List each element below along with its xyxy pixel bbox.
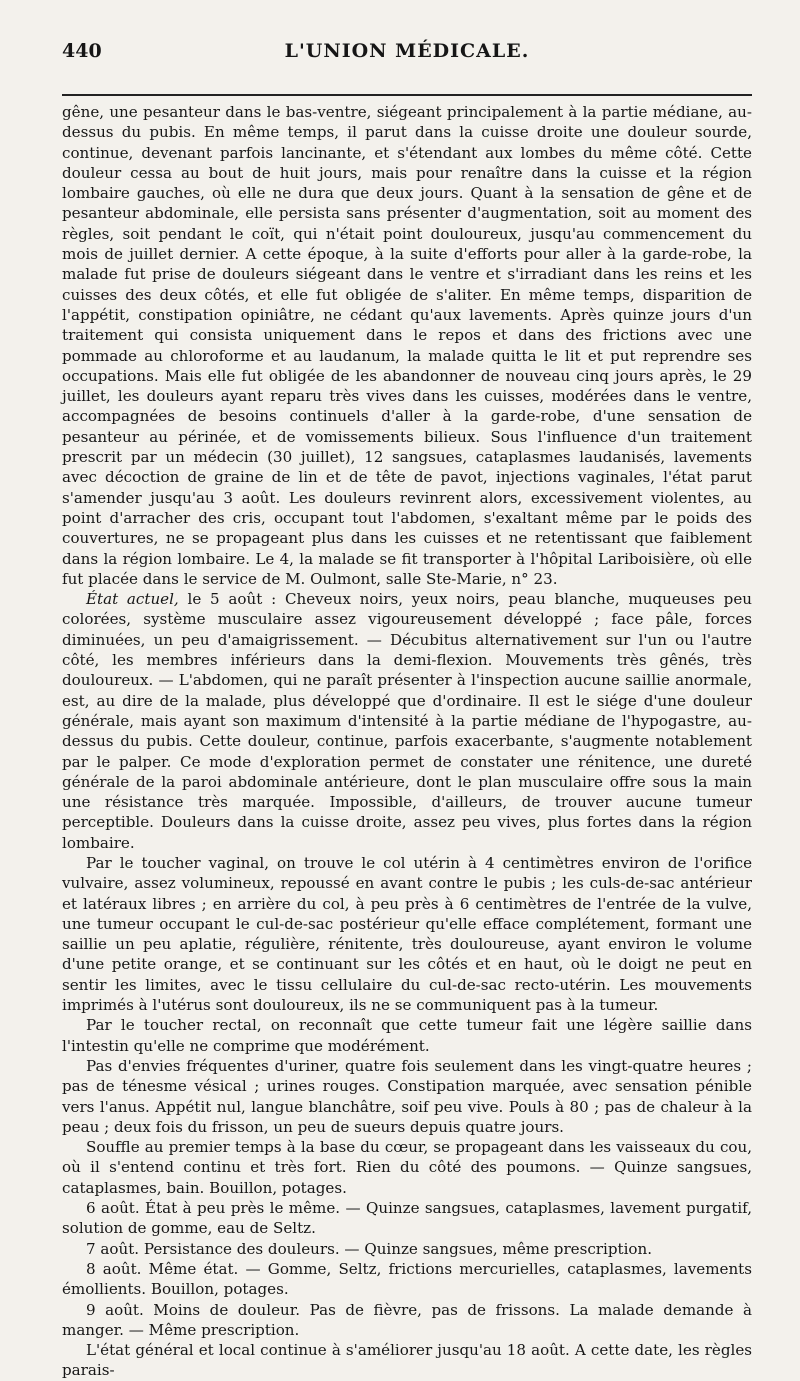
paragraph-toucher-vaginal: Par le toucher vaginal, on trouve le col utérin à 4 centimètres environ de l'orifice vulvaire, assez volumineux, repoussé en avant contre le pubis ; les culs-de-sac antérieur et latéraux libres ; en arrière du col, à peu près à 6 centimètres de l'entrée de la vulve, une tumeur occupant le cul-de-sac postérieur qu'elle efface complétement, formant une saillie un peu aplatie, régulière, rénitente, très douloureuse, ayant environ le volume d'une petite orange, et se continuant sur les côtés et en haut, où le doigt ne peut en sentir les limites, avec le tissu cellulaire du cul-de-sac recto-utérin. Les mouvements imprimés à l'utérus sont douloureux, ils ne se communiquent pas à la tumeur. bbox=[62, 853, 752, 1015]
paragraph-souffle: Souffle au premier temps à la base du cœur, se propageant dans les vaisseaux du cou, où il s'entend continu et très fort. Rien du côté des poumons. — Quinze sangsues, cataplasmes, bain. Bouillon, potages. bbox=[62, 1138, 752, 1197]
paragraph-history: gêne, une pesanteur dans le bas-ventre, siégeant principalement à la partie médiane, au-dessus du pubis. En même temps, il parut dans la cuisse droite une douleur sourde, continue, devenant parfois lancinante, et s'étendant aux lombes du même côté. Cette douleur cessa au bout de huit jours, mais pour renaître dans la cuisse et la région lombaire gauches, où elle ne dura que deux jours. Quant à la sensation de gêne et de pesanteur abdominale, elle persista sans présenter d'augmentation, soit au moment des règles, soit pendant le coït, qui n'était point douloureux, jusqu'au commencement du mois de juillet dernier. A cette époque, à la suite d'efforts pour aller à la garde-robe, la malade fut prise de douleurs siégeant dans le ventre et s'irradiant dans les reins et les cuisses des deux côtés, et elle fut obligée de s'aliter. En même temps, disparition de l'appétit, constipation opiniâtre, ne cédant qu'aux lavements. Après quinze jours d'un traitement qui consista uniquement dans le repos et dans des frictions avec une pommade au chloroforme et au laudanum, la malade quitta le lit et put reprendre ses occupations. Mais elle fut obligée de les abandonner de nouveau cinq jours après, le 29 juillet, les douleurs ayant reparu très vives dans les cuisses, modérées dans le ventre, accompagnées de besoins continuels d'aller à la garde-robe, d'une sensation de pesanteur au périnée, et de vomissements bilieux. Sous l'influence d'un traitement prescrit par un médecin (30 juillet), 12 sangsues, cataplasmes laudanisés, lavements avec décoction de graine de lin et de tête de pavot, injections vaginales, l'état parut s'amender jusqu'au 3 août. Les douleurs revinrent alors, excessivement violentes, au point d'arracher des cris, occupant tout l'abdomen, s'exaltant même par le poids des couvertures, ne se propageant plus dans les cuisses et ne retentissant que faiblement dans la région lombaire. Le 4, la malade se fit transporter à l'hôpital Lariboisière, où elle fut placée dans le service de M. Oulmont, salle Ste-Marie, n° 23. bbox=[62, 103, 752, 588]
body-text bbox=[62, 102, 752, 1381]
paragraph-toucher-rectal: Par le toucher rectal, on reconnaît que cette tumeur fait une légère saillie dans l'intestin qu'elle ne comprime que modérément. bbox=[62, 1016, 752, 1055]
page-number: 440 bbox=[62, 40, 102, 62]
page-header bbox=[62, 40, 752, 66]
paragraph-7-aout: 7 août. Persistance des douleurs. — Quinze sangsues, même prescription. bbox=[86, 1239, 653, 1258]
paragraph-etat-actuel bbox=[62, 589, 752, 853]
paragraph-9-aout: 9 août. Moins de douleur. Pas de fièvre, pas de frissons. La malade demande à manger. — Même prescription. bbox=[62, 1300, 752, 1339]
header-rule bbox=[62, 94, 752, 96]
paragraph-urines: Pas d'envies fréquentes d'uriner, quatre fois seulement dans les vingt-quatre heures ; pas de ténesme vésical ; urines rouges. Constipation marquée, avec sensation pénible vers l'anus. Appétit nul, langue blanchâtre, soif peu vive. Pouls à 80 ; pas de chaleur à la peau ; deux fois du frisson, un peu de sueurs depuis quatre jours. bbox=[62, 1056, 752, 1136]
paragraph-8-aout: 8 août. Même état. — Gomme, Seltz, frictions mercurielles, cataplasmes, lavements émollients. Bouillon, potages. bbox=[62, 1259, 752, 1299]
paragraph-etat-actuel-text: le 5 août : Cheveux noirs, yeux noirs, peau blanche, muqueuses peu colorées, système musculaire assez vigoureusement développé ; face pâle, forces diminuées, un peu d'amaigrissement. — Décubitus alternativement sur l'un ou l'autre côté, les membres inférieurs dans la demi-flexion. Mouvements très gênés, très douloureux. — L'abdomen, qui ne paraît présenter à l'inspection aucune saillie anormale, est, au dire de la malade, plus développé que d'ordinaire. Il est le siége d'une douleur générale, mais ayant son maximum d'intensité à la partie médiane de l'hypogastre, au-dessus du pubis. Cette douleur, continue, parfois exacerbante, s'augmente notablement par le palper. Ce mode d'exploration permet de constater une rénitence, une dureté générale de la paroi abdominale antérieure, dont le plan musculaire offre sous la main une résistance très marquée. Impossible, d'ailleurs, de trouver aucune tumeur perceptible. Douleurs dans la cuisse droite, assez peu vives, plus fortes dans la région lombaire. bbox=[62, 590, 752, 852]
paragraph-etat-general: L'état général et local continue à s'améliorer jusqu'au 18 août. A cette date, les règles parais- bbox=[62, 1341, 752, 1380]
paragraph-6-aout: 6 août. État à peu près le même. — Quinze sangsues, cataplasmes, lavement purgatif, solution de gomme, eau de Seltz. bbox=[62, 1199, 752, 1238]
etat-actuel-label: État actuel, bbox=[86, 590, 179, 609]
running-head: L'UNION MÉDICALE. bbox=[284, 40, 530, 62]
